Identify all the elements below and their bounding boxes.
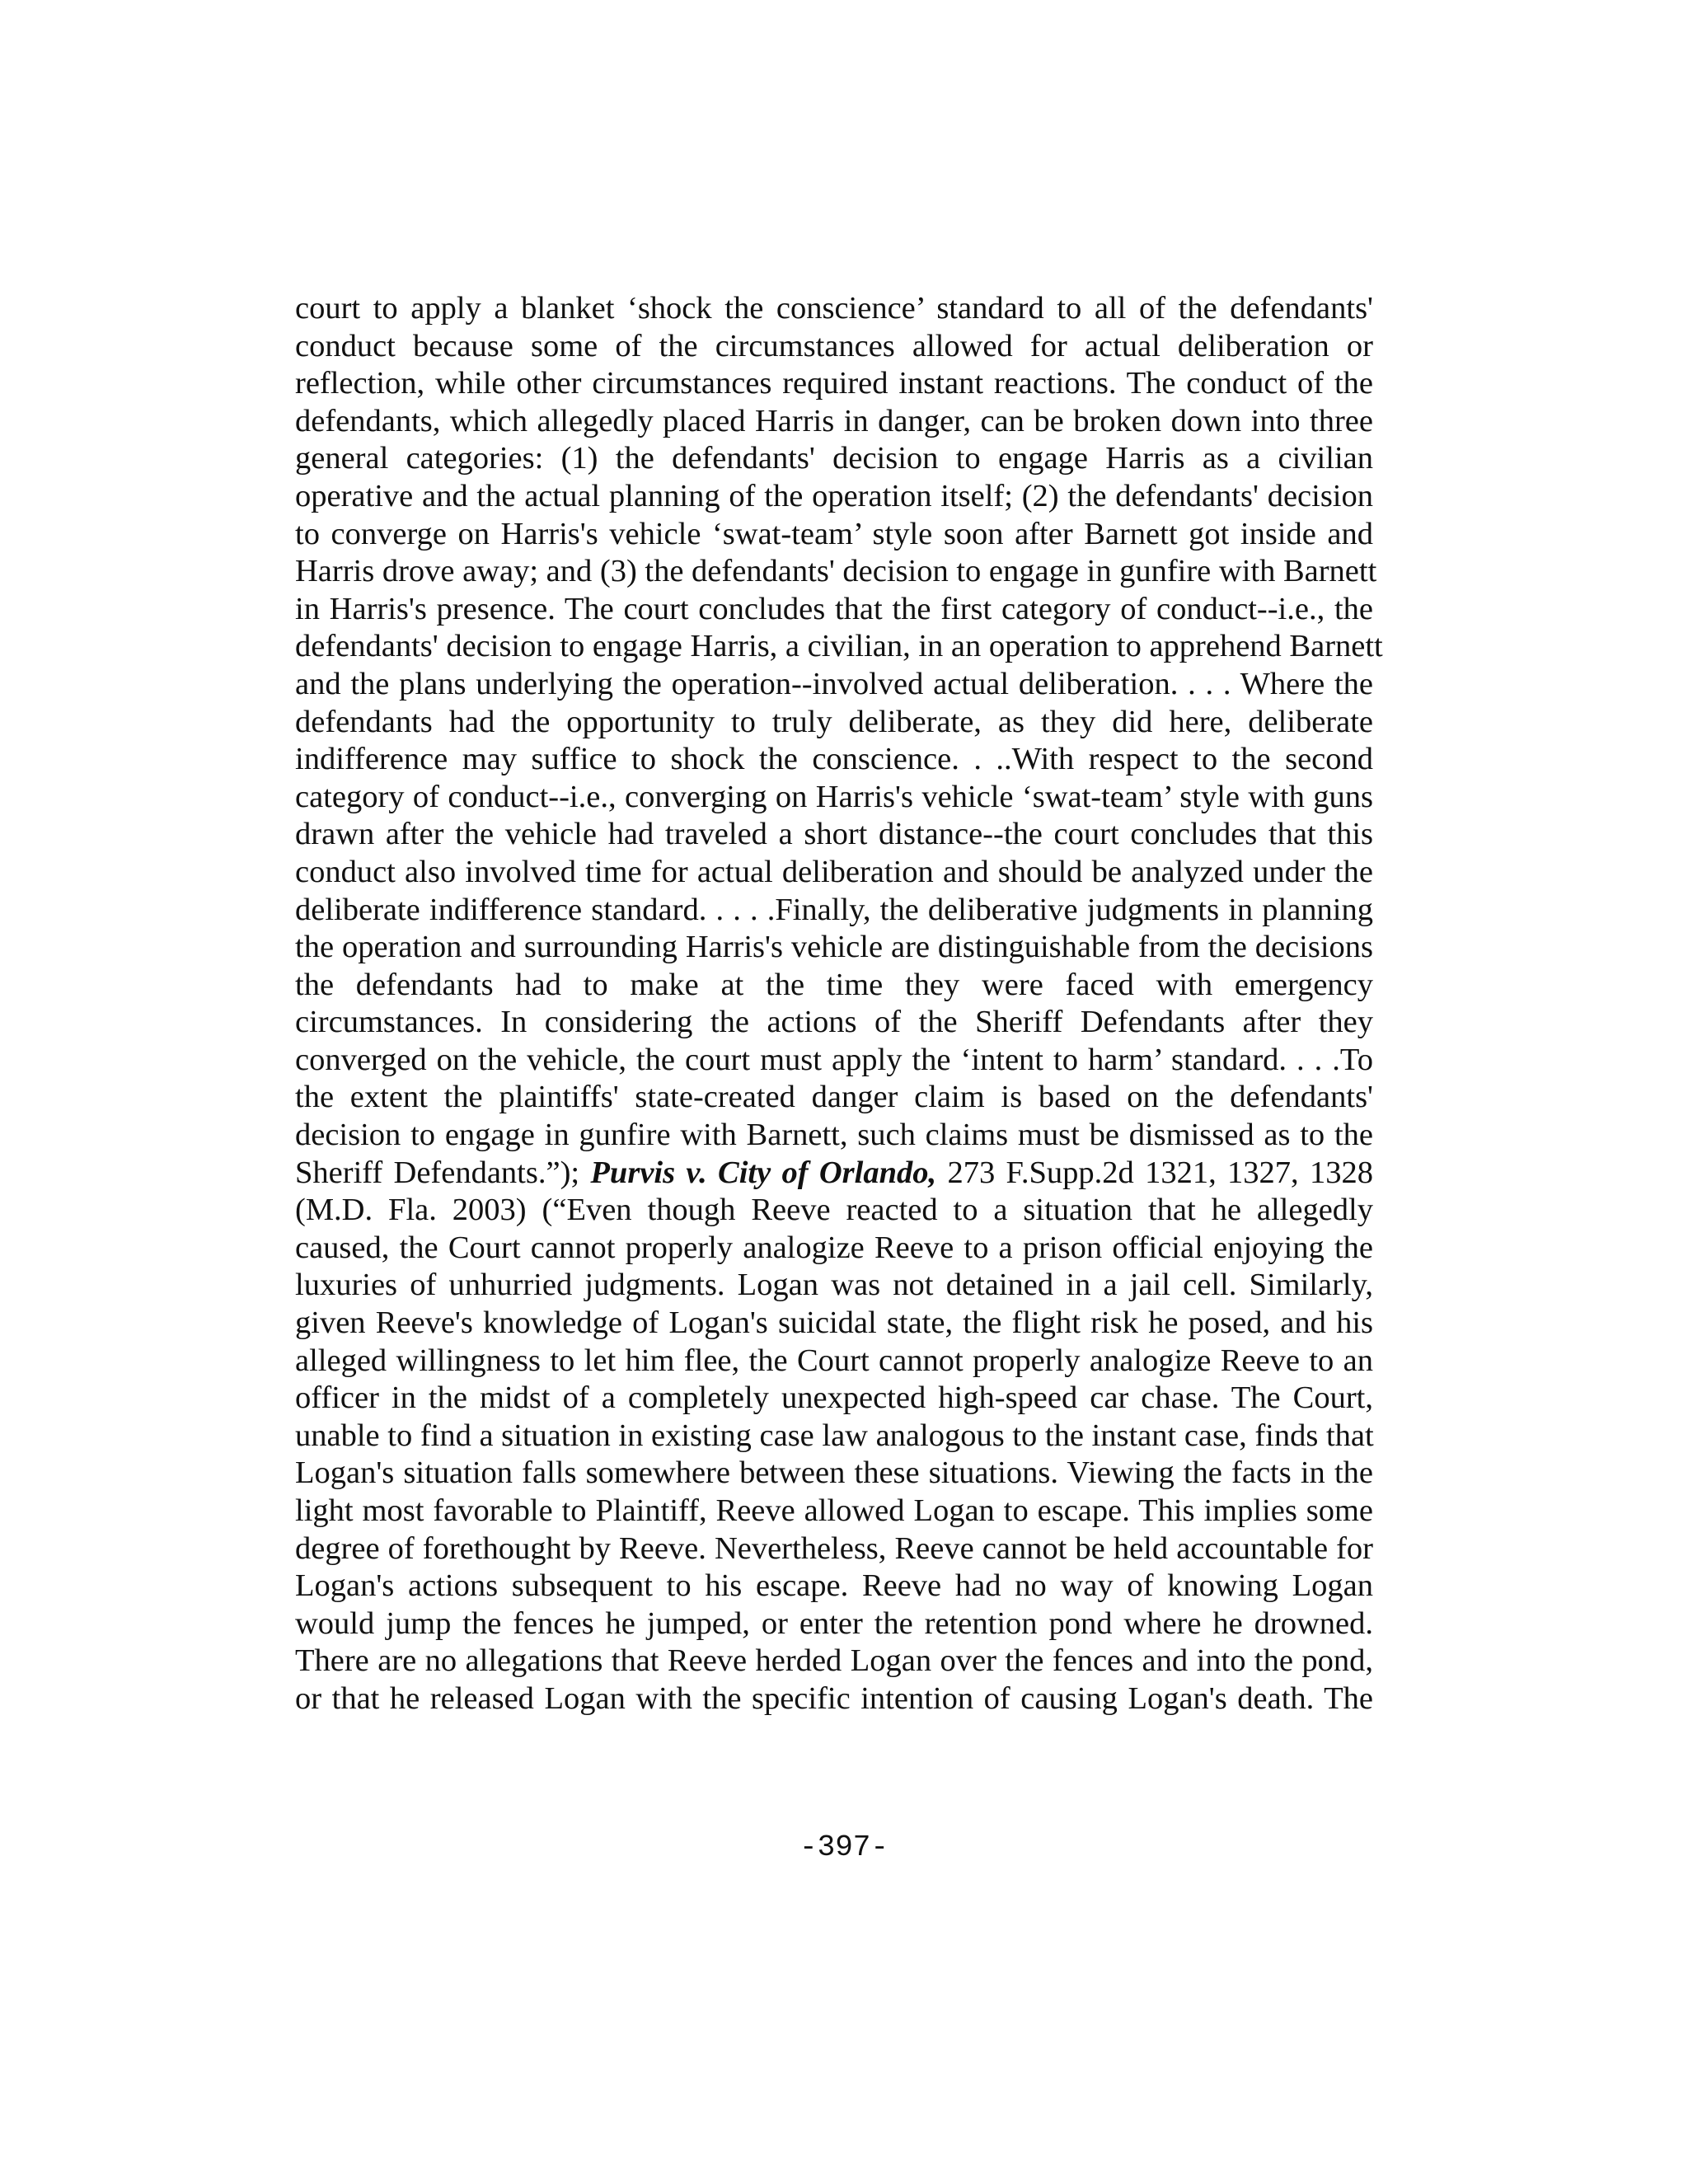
text-line: circumstances. In considering the actions of the Sheriff Defendants after they <box>295 1005 1373 1040</box>
text-line: defendants had the opportunity to truly deliberate, as they did here, deliberate <box>295 704 1373 739</box>
body-text <box>295 290 1383 1718</box>
text-line: (M.D. Fla. 2003) (“Even though Reeve reacted to a situation that he allegedly <box>295 1193 1373 1228</box>
text-line: court to apply a blanket ‘shock the conscience’ standard to all of the defendants' <box>295 291 1373 326</box>
text-line: the extent the plaintiffs' state-created danger claim is based on the defendants' <box>295 1080 1373 1115</box>
case-name: Purvis v. City of Orlando, <box>590 1155 937 1190</box>
text-line: defendants' decision to engage Harris, a civilian, in an operation to apprehend Barnett <box>295 629 1383 664</box>
text-line: defendants, which allegedly placed Harris in danger, can be broken down into three <box>295 403 1373 438</box>
text-line: Logan's situation falls somewhere between these situations. Viewing the facts in the <box>295 1455 1373 1491</box>
text-line: officer in the midst of a completely unexpected high-speed car chase. The Court, <box>295 1380 1373 1416</box>
text-line: to converge on Harris's vehicle ‘swat-team’ style soon after Barnett got inside and <box>295 516 1373 551</box>
text-line: degree of forethought by Reeve. Nevertheless, Reeve cannot be held accountable for <box>295 1530 1373 1566</box>
text-line: Logan's actions subsequent to his escape. Reeve had no way of knowing Logan <box>295 1568 1373 1604</box>
text-line: Harris drove away; and (3) the defendants' decision to engage in gunfire with Barnett <box>295 554 1377 589</box>
text-line: luxuries of unhurried judgments. Logan was not detained in a jail cell. Similarly, <box>295 1268 1373 1303</box>
text-line: decision to engage in gunfire with Barnett, such claims must be dismissed as to the <box>295 1118 1373 1153</box>
citation-prefix: Sheriff Defendants.”); <box>295 1155 591 1190</box>
text-line: given Reeve's knowledge of Logan's suicidal state, the flight risk he posed, and his <box>295 1305 1373 1341</box>
text-line: drawn after the vehicle had traveled a short distance--the court concludes that this <box>295 817 1373 852</box>
text-line: caused, the Court cannot properly analogize Reeve to a prison official enjoying the <box>295 1230 1373 1265</box>
text-line: in Harris's presence. The court concludes that the first category of conduct--i.e., the <box>295 591 1373 626</box>
text-line: reflection, while other circumstances required instant reactions. The conduct of the <box>295 366 1373 401</box>
text-line: There are no allegations that Reeve herded Logan over the fences and into the pond, <box>295 1643 1373 1679</box>
text-line: and the plans underlying the operation--involved actual deliberation. . . . Where the <box>295 666 1373 701</box>
text-line: light most favorable to Plaintiff, Reeve allowed Logan to escape. This implies some <box>295 1493 1373 1528</box>
text-line: deliberate indifference standard. . . . .Finally, the deliberative judgments in planning <box>295 892 1373 927</box>
text-line: indifference may suffice to shock the conscience. . ..With respect to the second <box>295 742 1373 777</box>
text-line: converged on the vehicle, the court must apply the ‘intent to harm’ standard. . . .To <box>295 1042 1373 1077</box>
text-line: would jump the fences he jumped, or enter the retention pond where he drowned. <box>295 1605 1373 1641</box>
citation-line <box>295 1155 1373 1193</box>
text-line: the operation and surrounding Harris's vehicle are distinguishable from the decisions <box>295 930 1373 965</box>
text-line: the defendants had to make at the time they were faced with emergency <box>295 967 1373 1002</box>
text-line: conduct because some of the circumstances allowed for actual deliberation or <box>295 328 1373 363</box>
text-line: unable to find a situation in existing case law analogous to the instant case, finds that <box>295 1418 1374 1453</box>
text-line: general categories: (1) the defendants' decision to engage Harris as a civilian <box>295 441 1373 476</box>
text-line: category of conduct--i.e., converging on Harris's vehicle ‘swat-team’ style with guns <box>295 779 1373 814</box>
text-line: alleged willingness to let him flee, the Court cannot properly analogize Reeve to an <box>295 1343 1373 1378</box>
text-line: conduct also involved time for actual deliberation and should be analyzed under the <box>295 854 1373 889</box>
text-line: or that he released Logan with the specific intention of causing Logan's death. The <box>295 1680 1373 1716</box>
page-number: -397- <box>799 1830 889 1864</box>
citation-reporter: 273 F.Supp.2d 1321, 1327, 1328 <box>936 1155 1373 1190</box>
text-line: operative and the actual planning of the operation itself; (2) the defendants' decision <box>295 478 1373 513</box>
